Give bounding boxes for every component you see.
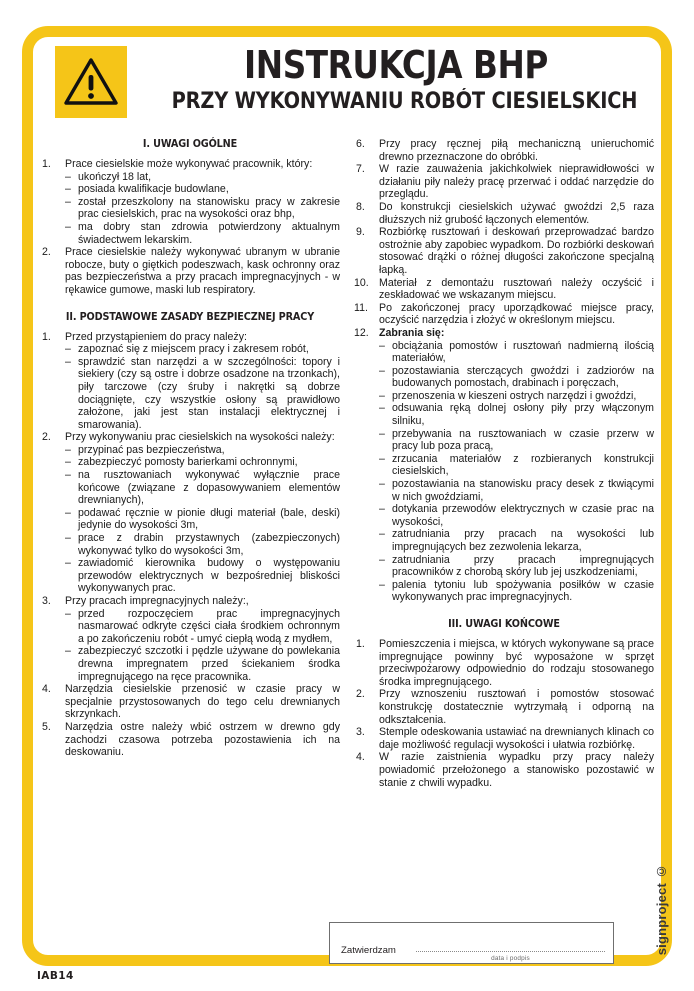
general-list xyxy=(40,158,340,297)
list-item xyxy=(354,163,654,201)
sub-item-text: zapoznać się z miejscem pracy i zakresem robót, xyxy=(78,343,309,356)
sub-item xyxy=(65,608,340,646)
sub-item xyxy=(65,444,340,457)
dash-marker: – xyxy=(379,553,385,566)
list-item xyxy=(354,226,654,276)
final-list xyxy=(354,638,654,789)
item-number: 3. xyxy=(356,726,365,739)
item-text: Prace ciesielskie może wykonywać pracownik, który: xyxy=(65,158,313,170)
item-text: Do konstrukcji ciesielskich używać gwoździ 2,5 raza dłuższych niż grubość łączonych elementów. xyxy=(379,200,654,226)
dash-marker: – xyxy=(379,389,385,402)
list-item xyxy=(354,726,654,751)
sub-item xyxy=(379,579,654,604)
item-text: Stemple odeskowania ustawiać na drewnianych klinach co daje możliwość regulacji wysokości i ułatwia rozbiórkę. xyxy=(379,726,655,751)
sub-item-text: pozostawiania na stanowisku pracy desek z tkwiącymi w nich gwoździami, xyxy=(392,478,654,503)
list-item xyxy=(40,158,340,246)
item-text: Narzędzia ciesielskie przenosić w czasie pracy w specjalnie przystosowanych do tego celu drewnianych skrzynkach. xyxy=(65,683,340,721)
list-item xyxy=(354,688,654,726)
item-text: Narzędzia ostre należy wbić ostrzem w drewno gdy zachodzi czasowa potrzeba pozostawienia ich na deskowaniu. xyxy=(65,720,340,759)
title-block xyxy=(141,43,651,116)
dash-marker: – xyxy=(379,339,385,352)
item-text: Pomieszczenia i miejsca, w których wykonywane są prace impregnujące powinny być wyposażone w sprzęt przeciwpożarowy odpowiednio do rodzaju stosowanego środka impregnującego. xyxy=(379,637,654,688)
item-number: 9. xyxy=(356,226,365,239)
section-heading-general: I. UWAGI OGÓLNE xyxy=(142,138,238,150)
item-number: 6. xyxy=(356,138,365,150)
list-item xyxy=(40,683,340,721)
sub-item-text: został przeszkolony na stanowisku pracy w zakresie prac ciesielskich, prac na wysokości oraz bhp, xyxy=(78,195,340,221)
dash-marker: – xyxy=(65,532,71,545)
list-item xyxy=(354,138,654,163)
sub-item xyxy=(65,645,340,683)
item-text: Przy wykonywaniu prac ciesielskich na wysokości należy: xyxy=(65,431,335,444)
item-number: 12. xyxy=(354,326,369,339)
sub-item-text: przypinać pas bezpieczeństwa, xyxy=(78,443,225,456)
section-heading-final: III. UWAGI KOŃCOWE xyxy=(448,617,560,630)
product-code: IAB14 xyxy=(37,970,74,982)
rules-list-left xyxy=(40,331,340,759)
item-number: 3. xyxy=(42,595,51,607)
dash-marker: – xyxy=(65,195,71,208)
warning-triangle-icon xyxy=(55,46,127,118)
item-number: 1. xyxy=(356,637,365,650)
brand-watermark: signproject © xyxy=(654,863,669,955)
list-item xyxy=(354,277,654,302)
sub-item xyxy=(65,221,340,246)
item-text: W razie zauważenia jakichkolwiek nieprawidłowości w działaniu piły należy pracę przerwać i oddać narzędzie do przeglądu. xyxy=(379,163,654,201)
poster-header xyxy=(33,37,661,129)
sub-item xyxy=(65,343,340,356)
dash-marker: – xyxy=(65,456,71,469)
sub-item xyxy=(379,390,654,403)
dash-marker: – xyxy=(65,506,71,519)
sub-item xyxy=(65,356,340,432)
list-item xyxy=(354,638,654,688)
rules-list-right xyxy=(354,138,654,604)
dash-marker: – xyxy=(65,469,71,482)
item-text: Materiał z demontażu rusztowań należy oczyścić i zeskładować we wskazanym miejscu. xyxy=(379,276,654,302)
dash-marker: – xyxy=(65,343,71,356)
signature-line[interactable] xyxy=(416,951,605,952)
sub-list xyxy=(379,340,654,604)
dash-marker: – xyxy=(379,364,385,377)
sub-item xyxy=(379,340,654,365)
sub-list xyxy=(65,343,340,431)
item-text: Przy wznoszeniu rusztowań i pomostów stosować konstrukcję dostatecznie wytrzymałą i odporną na odkształcenia. xyxy=(379,688,654,726)
item-number: 7. xyxy=(356,163,365,176)
item-number: 2. xyxy=(42,431,51,444)
item-number: 4. xyxy=(42,683,51,696)
sub-item-text: pozostawiania sterczących gwoździ i zadziorów na budowanych pomostach, drabinach i poręczach, xyxy=(392,364,654,390)
sub-item xyxy=(379,554,654,579)
dash-marker: – xyxy=(65,607,71,620)
sub-item xyxy=(65,507,340,532)
list-item xyxy=(354,751,654,789)
item-text: Rozbiórkę rusztowań i deskowań przeprowadzać bardzo ostrożnie aby zapobiec wypadkom. Do rozbiórki deskowań stosować drążki o różnej długości zakończone specjalną łapką. xyxy=(379,226,654,276)
list-item xyxy=(40,431,340,595)
item-number: 1. xyxy=(42,158,51,170)
sub-list xyxy=(65,444,340,595)
sub-item xyxy=(379,528,654,553)
sub-item xyxy=(379,453,654,478)
sub-item-text: przenoszenia w kieszeni ostrych narzędzi i gwoździ, xyxy=(392,389,637,402)
list-item xyxy=(40,246,340,296)
item-text: Przy pracach impregnacyjnych należy:, xyxy=(65,595,249,607)
approval-label: Zatwierdzam xyxy=(341,945,396,956)
sub-item-text: przed rozpoczęciem prac impregnacyjnych nasmarować odkryte części ciała środkiem ochronnym a po zakończeniu robót - umyć ciepłą wodą z mydłem, xyxy=(78,607,340,645)
item-text: Zabrania się: xyxy=(379,326,445,339)
dash-marker: – xyxy=(379,528,385,541)
sub-item-text: obciążania pomostów i rusztowań nadmierną ilością materiałów, xyxy=(392,339,654,365)
dash-marker: – xyxy=(65,170,71,183)
list-item xyxy=(354,201,654,226)
item-number: 11. xyxy=(354,301,368,314)
sub-item xyxy=(65,469,340,507)
dash-marker: – xyxy=(379,402,385,415)
sub-item xyxy=(65,532,340,557)
sub-item-text: zrzucania materiałów z rozbieranych konstrukcji ciesielskich, xyxy=(392,452,654,478)
sub-item-text: ma dobry stan zdrowia potwierdzony aktualnym świadectwem lekarskim. xyxy=(78,220,340,246)
dash-marker: – xyxy=(379,578,385,591)
item-number: 5. xyxy=(42,720,51,733)
sub-item xyxy=(379,478,654,503)
item-text: Przy pracy ręcznej piłą mechaniczną unieruchomić drewno przeznaczone do obróbki. xyxy=(379,138,654,163)
sub-item-text: dotykania przewodów elektrycznych w czasie prac na wysokości, xyxy=(392,503,654,528)
item-number: 10. xyxy=(354,276,369,289)
sub-item-text: podawać ręcznie w pionie długi materiał (bale, deski) jedynie do wysokości 3m, xyxy=(78,506,340,532)
sub-item-text: zatrudniania przy pracach impregnujących pracowników z chorobą skóry lub jej uszkodzeniami, xyxy=(392,553,654,579)
sub-item xyxy=(65,171,340,184)
page-subtitle: PRZY WYKONYWANIU ROBÓT CIESIELSKICH xyxy=(171,89,638,114)
dash-marker: – xyxy=(379,452,385,465)
sub-item-text: palenia tytoniu lub spożywania posiłków w czasie wykonywanych prac impregnacyjnych. xyxy=(392,578,654,604)
sub-item-text: zabezpieczyć pomosty barierkami ochronnymi, xyxy=(78,456,298,469)
list-item xyxy=(40,331,340,432)
list-item xyxy=(40,721,340,759)
dash-marker: – xyxy=(379,503,385,516)
approval-box xyxy=(329,922,614,964)
sub-item-text: prace z drabin przystawnych (zabezpieczonych) wykonywać tylko do wysokości 3m, xyxy=(78,532,340,557)
dash-marker: – xyxy=(65,443,71,456)
sub-item-text: przebywania na rusztowaniach w czasie przerw w pracy lub poza pracą, xyxy=(392,427,654,453)
dash-marker: – xyxy=(65,183,71,196)
sub-item-text: na rusztowaniach wykonywać wyłącznie prace końcowe (związane z dopasowywaniem elementów drewnianych), xyxy=(78,469,340,507)
sub-item xyxy=(65,183,340,196)
dash-marker: – xyxy=(65,355,71,368)
dash-marker: – xyxy=(65,645,71,658)
section-heading-rules: II. PODSTAWOWE ZASADY BEZPIECZNEJ PRACY xyxy=(65,310,315,323)
list-item xyxy=(354,327,654,604)
sub-item xyxy=(379,402,654,427)
sub-item xyxy=(65,557,340,595)
sub-item-text: zawiadomić kierownika budowy o występowaniu przewodów elektrycznych w bezpośredniej bliskości wykonywanych prac. xyxy=(78,557,340,595)
sub-item xyxy=(65,196,340,221)
item-text: W razie zaistnienia wypadku przy pracy należy powiadomić przełożonego a stanowisko pozostawić w stanie z chwili wypadku. xyxy=(379,751,654,789)
sub-list xyxy=(65,608,340,684)
sub-item xyxy=(379,428,654,453)
item-number: 8. xyxy=(356,200,365,213)
item-text: Prace ciesielskie należy wykonywać ubranym w ubranie robocze, buty o giętkich podeszwach, kask ochronny oraz pas bezpieczeństwa a przy pracach impregnacyjnych - w rękawice gumowe, maski lub respiratory. xyxy=(65,246,340,296)
item-number: 2. xyxy=(356,688,365,701)
list-item xyxy=(40,595,340,683)
sub-list xyxy=(65,171,340,247)
sub-item-text: zabezpieczyć szczotki i pędzle używane do powlekania drewna impregnatem przed ściekaniem środka impregnującego na ręce pracownika. xyxy=(78,645,340,683)
sub-item-text: ukończył 18 lat, xyxy=(78,170,152,183)
content-columns xyxy=(33,138,661,958)
sub-item xyxy=(65,456,340,469)
dash-marker: – xyxy=(379,478,385,491)
item-number: 4. xyxy=(356,751,365,764)
dash-marker: – xyxy=(65,557,71,570)
item-text: Przed przystąpieniem do pracy należy: xyxy=(65,330,247,343)
sub-item-text: odsuwania ręką dolnej osłony piły przy włączonym silniku, xyxy=(392,402,654,428)
sub-item xyxy=(379,365,654,390)
dash-marker: – xyxy=(379,427,385,440)
signature-caption: data i podpis xyxy=(491,955,530,962)
item-number: 1. xyxy=(42,330,51,343)
sub-item-text: posiada kwalifikacje budowlane, xyxy=(78,183,229,196)
right-column xyxy=(354,138,654,789)
sub-item-text: zatrudniania przy pracach na wysokości lub impregnujących bez zezwolenia lekarza, xyxy=(392,528,654,553)
item-text: Po zakończonej pracy uporządkować miejsce pracy, oczyścić narzędzia i złożyć w określonym miejscu. xyxy=(379,301,654,327)
dash-marker: – xyxy=(65,220,71,233)
item-number: 2. xyxy=(42,246,51,259)
left-column xyxy=(40,138,340,759)
list-item xyxy=(354,302,654,327)
sub-item-text: sprawdzić stan narzędzi a w szczególności: topory i siekiery (czy są ostre i dobrze osadzone na trzonkach), piły tarczowe (czy śruby i nakrętki są dobrze dociągnięte, czy wszystkie osłony są prawidłowo założone, jaki jest stan instalacji elektrycznej i smarowania). xyxy=(78,355,340,431)
sub-item xyxy=(379,503,654,528)
page-title: INSTRUKCJA BHP xyxy=(244,43,548,87)
